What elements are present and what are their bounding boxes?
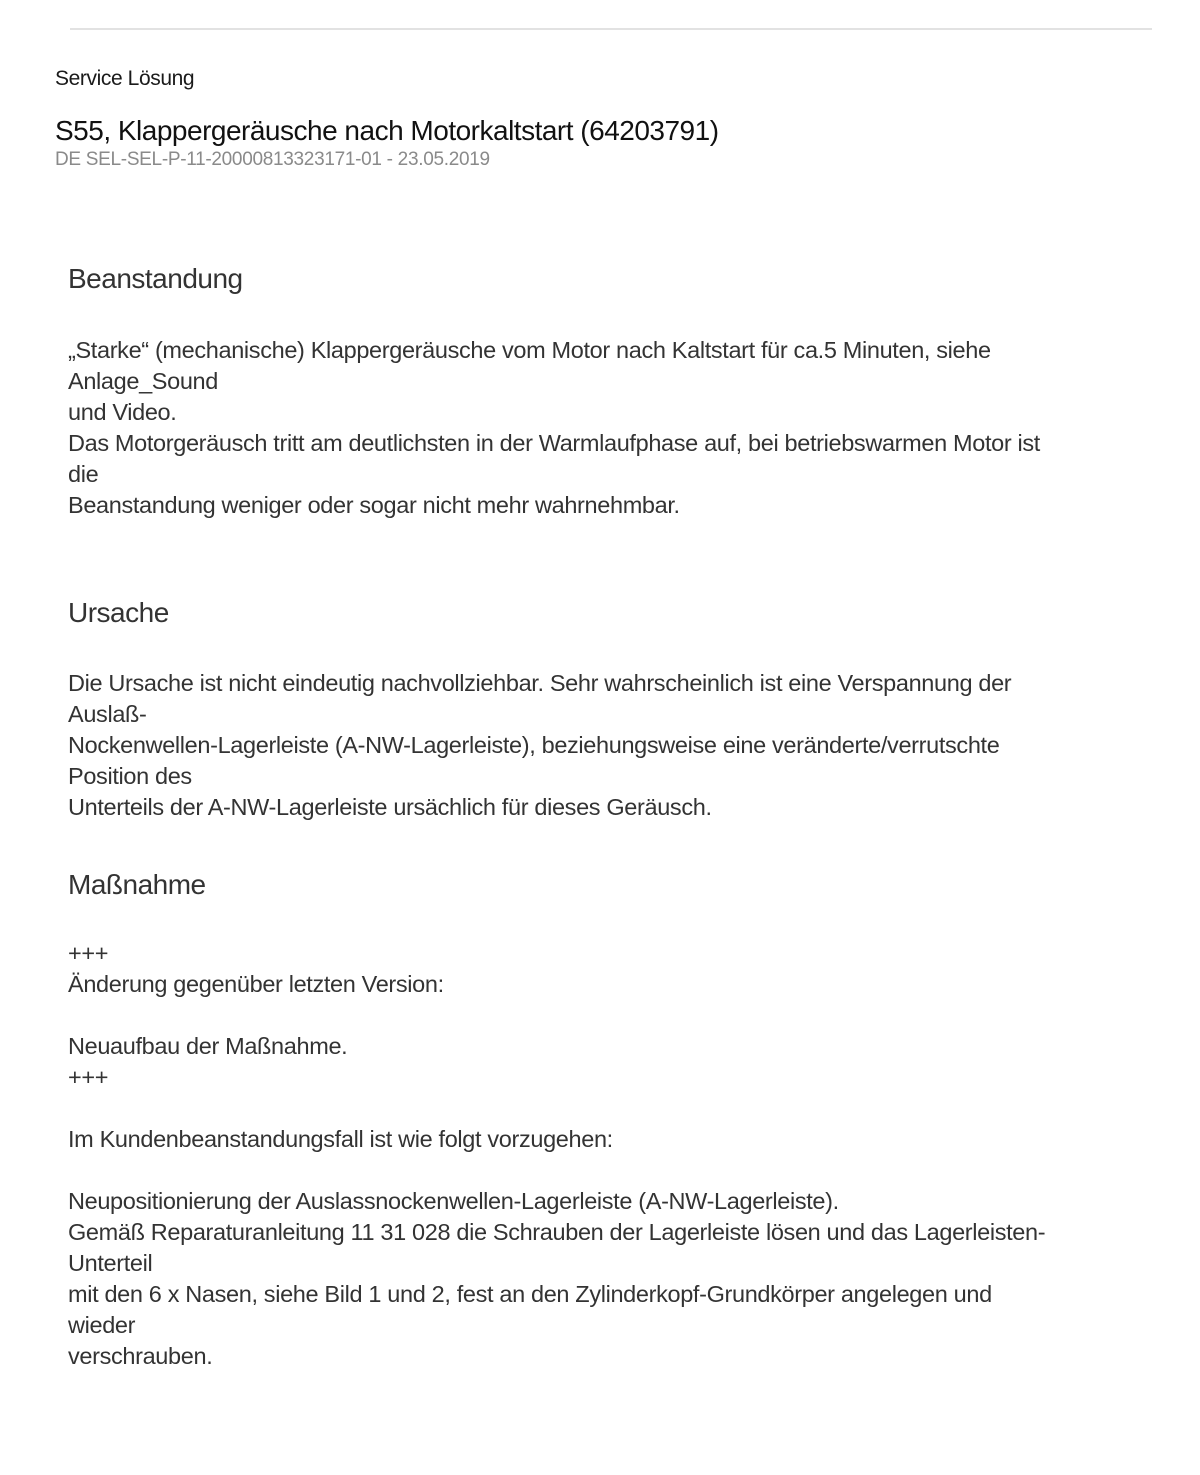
text-line: Neuaufbau der Maßnahme. bbox=[68, 1033, 348, 1059]
text-line: und Video. bbox=[68, 399, 177, 425]
text-line: mit den 6 x Nasen, siehe Bild 1 und 2, fest an den Zylinderkopf-Grundkörper angelegen und bbox=[68, 1281, 992, 1307]
top-divider bbox=[70, 28, 1152, 30]
text-line: verschrauben. bbox=[68, 1343, 213, 1369]
text-line: +++ bbox=[68, 940, 109, 966]
text-line: Beanstandung weniger oder sogar nicht mehr wahrnehmbar. bbox=[68, 492, 680, 518]
text-line: Die Ursache ist nicht eindeutig nachvollziehbar. Sehr wahrscheinlich ist eine Verspannung der bbox=[68, 670, 1012, 696]
section-ursache bbox=[68, 596, 1148, 823]
text-line: Änderung gegenüber letzten Version: bbox=[68, 971, 444, 997]
section-heading-ursache: Ursache bbox=[68, 597, 169, 628]
section-heading-massnahme: Maßnahme bbox=[68, 869, 206, 900]
section-body-massnahme bbox=[68, 938, 1148, 1372]
text-line: Anlage_Sound bbox=[68, 368, 218, 394]
text-line: Im Kundenbeanstandungsfall ist wie folgt vorzugehen: bbox=[68, 1126, 613, 1152]
text-line: die bbox=[68, 461, 99, 487]
text-line: wieder bbox=[68, 1312, 136, 1338]
section-beanstandung bbox=[68, 262, 1148, 521]
text-line: „Starke“ (mechanische) Klappergeräusche vom Motor nach Kaltstart für ca.5 Minuten, siehe bbox=[68, 337, 991, 363]
text-line: Position des bbox=[68, 763, 192, 789]
blank-line bbox=[68, 1093, 1148, 1124]
document-title: S55, Klappergeräusche nach Motorkaltstart (64203791) bbox=[55, 115, 719, 146]
blank-line bbox=[68, 1155, 1148, 1186]
text-line: Nockenwellen-Lagerleiste (A-NW-Lagerleiste), beziehungsweise eine veränderte/verrutschte bbox=[68, 732, 1000, 758]
section-heading-beanstandung: Beanstandung bbox=[68, 263, 243, 294]
text-line: Auslaß- bbox=[68, 701, 147, 727]
document-reference-date: DE SEL-SEL-P-11-20000813323171-01 - 23.05.2019 bbox=[55, 149, 490, 170]
text-line: Das Motorgeräusch tritt am deutlichsten in der Warmlaufphase auf, bei betriebswarmen Motor ist bbox=[68, 430, 1040, 456]
text-line: +++ bbox=[68, 1064, 109, 1090]
text-line: Neupositionierung der Auslassnockenwellen-Lagerleiste (A-NW-Lagerleiste). bbox=[68, 1188, 839, 1214]
section-body-ursache bbox=[68, 668, 1148, 823]
text-line: Unterteils der A-NW-Lagerleiste ursächlich für dieses Geräusch. bbox=[68, 794, 712, 820]
section-body-beanstandung bbox=[68, 335, 1148, 521]
text-line: Gemäß Reparaturanleitung 11 31 028 die Schrauben der Lagerleiste lösen und das Lagerleisten- bbox=[68, 1219, 1046, 1245]
blank-line bbox=[68, 1000, 1148, 1031]
document-type-label: Service Lösung bbox=[55, 67, 195, 90]
text-line: Unterteil bbox=[68, 1250, 153, 1276]
section-massnahme bbox=[68, 868, 1148, 1372]
document-header bbox=[55, 66, 1155, 172]
